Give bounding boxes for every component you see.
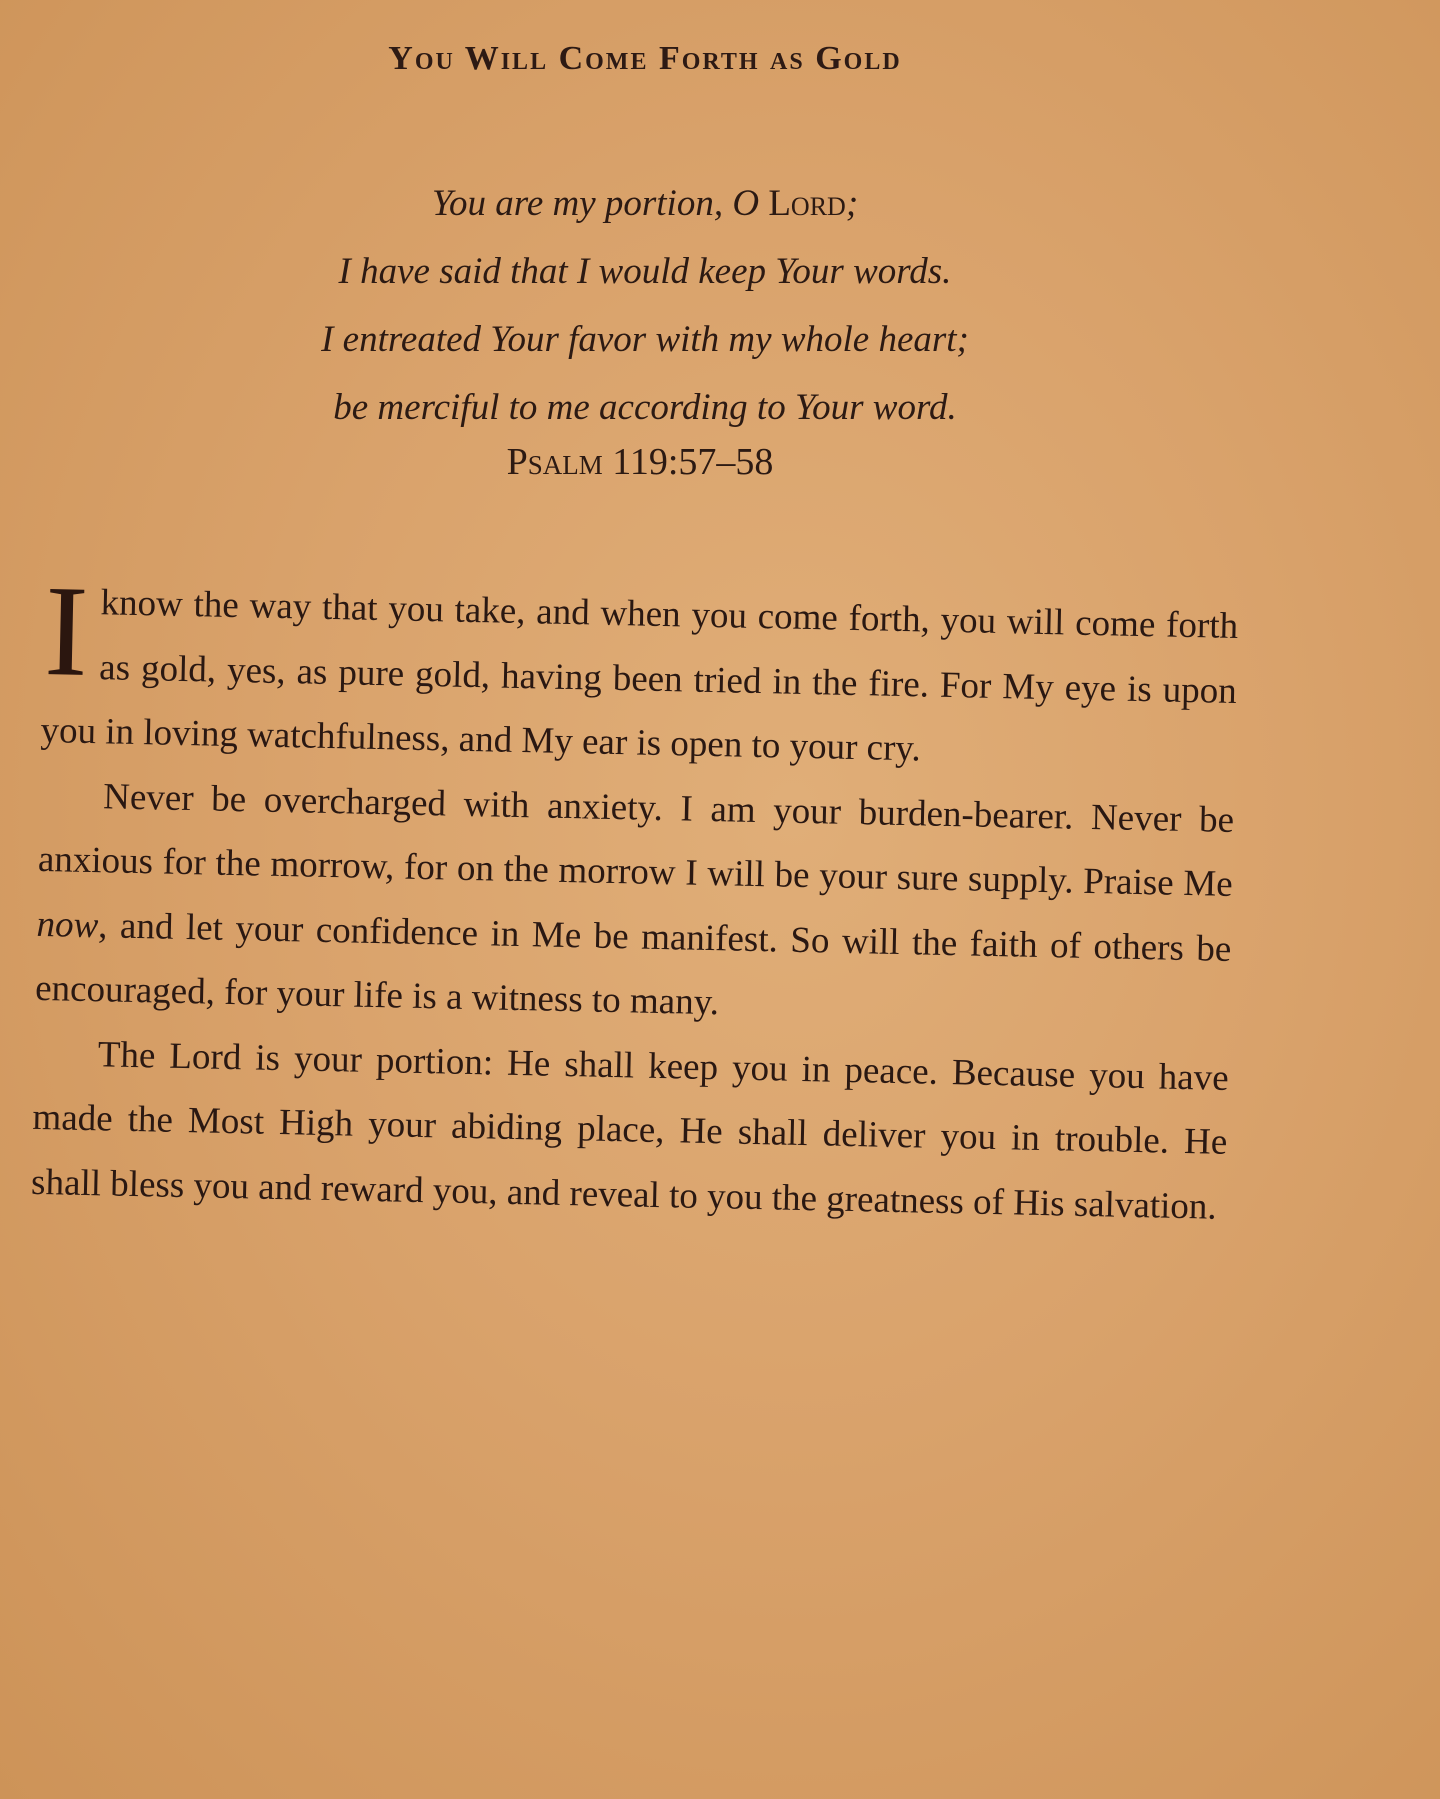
paragraph-3: The Lord is your portion: He shall keep you in peace. Because you have made the Most High your abiding place, He shall deliver you in trouble. He shall bless you and reward you, and reveal to you the greatness of His salvation. xyxy=(30,1033,1230,1228)
paragraph-1: Iknow the way that you take, and when you come forth, you will come forth as gold, yes, as pure gold, having been tried in the fire. For My eye is upon you in loving watchfulness, and My ear is open to your cry. xyxy=(40,559,1239,770)
epigraph-line-1: You are my portion, O Lord; xyxy=(431,183,859,224)
epigraph-line-4: be merciful to me according to Your word. xyxy=(333,387,957,428)
paragraph-2: Never be overcharged with anxiety. I am your burden-bearer. Never be anxious for the morrow, for on the morrow I will be your sure supply. Praise Me now, and let your confidence in Me be manifest. So will the faith of others be encouraged, for your life is a witness to many. xyxy=(34,775,1235,1024)
epigraph xyxy=(0,170,1290,442)
emphasis-now: now xyxy=(36,903,99,946)
epigraph-line-2: I have said that I would keep Your words. xyxy=(338,251,952,292)
body-text xyxy=(30,559,1239,1240)
page-title: You Will Come Forth as Gold xyxy=(388,40,902,77)
epigraph-line-3: I entreated Your favor with my whole heart; xyxy=(321,319,969,360)
lord-small-caps: Lord xyxy=(768,183,846,224)
drop-cap: I xyxy=(43,559,90,704)
scripture-citation: Psalm 119:57–58 xyxy=(506,441,774,483)
